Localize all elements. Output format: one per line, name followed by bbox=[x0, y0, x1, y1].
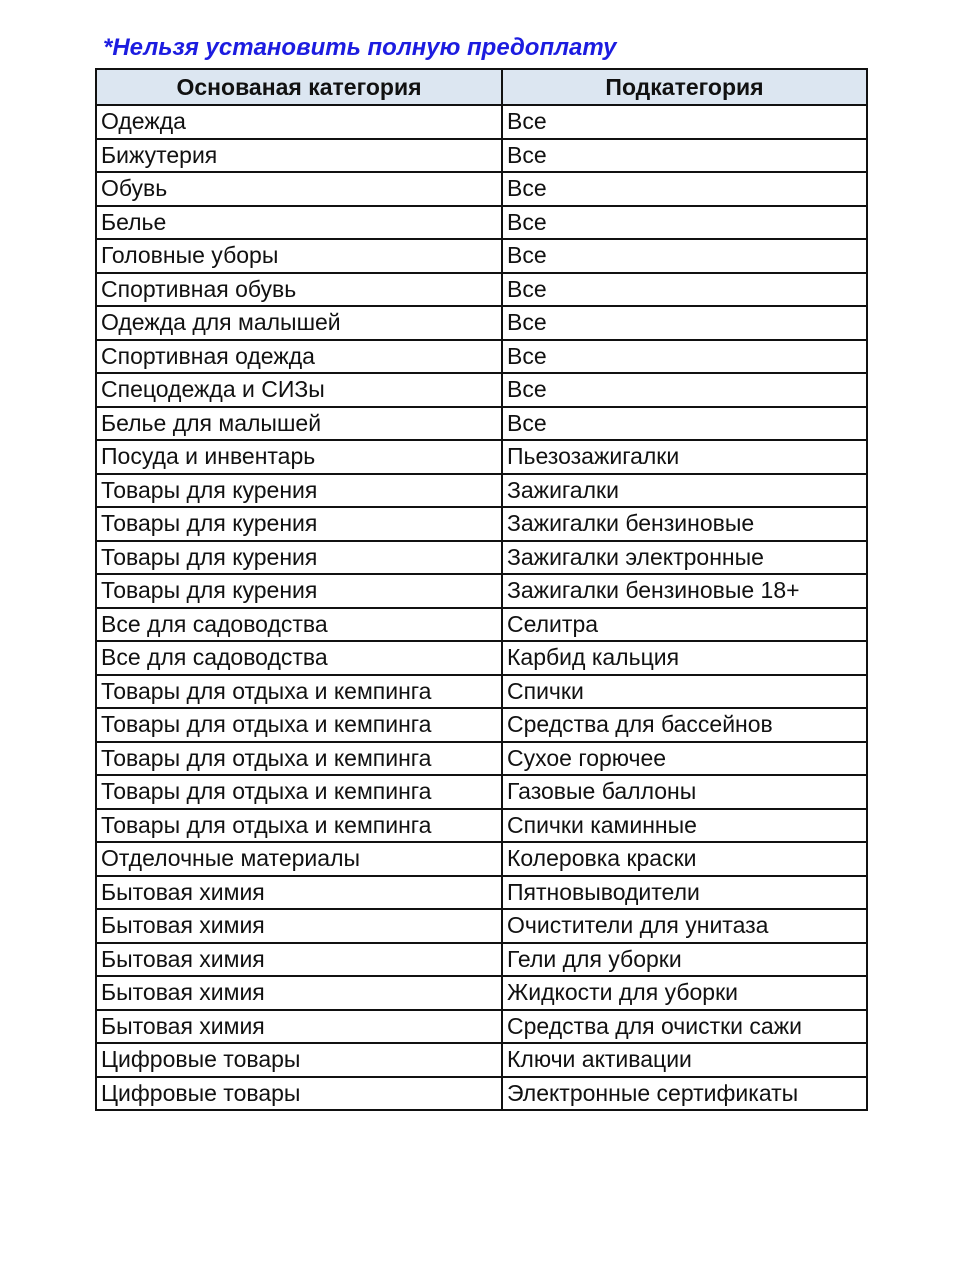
main-category-cell: Бытовая химия bbox=[96, 876, 502, 910]
main-category-cell: Спортивная одежда bbox=[96, 340, 502, 374]
subcategory-cell: Все bbox=[502, 373, 867, 407]
subcategory-cell: Пьезозажигалки bbox=[502, 440, 867, 474]
subcategory-cell: Все bbox=[502, 340, 867, 374]
table-row bbox=[96, 775, 867, 809]
prepayment-note: *Нельзя установить полную предоплату bbox=[103, 34, 617, 61]
subcategory-cell: Очистители для унитаза bbox=[502, 909, 867, 943]
table-row bbox=[96, 1077, 867, 1111]
subcategory-cell: Зажигалки bbox=[502, 474, 867, 508]
table-row bbox=[96, 943, 867, 977]
main-category-cell: Бижутерия bbox=[96, 139, 502, 173]
main-category-cell: Бытовая химия bbox=[96, 943, 502, 977]
table-row bbox=[96, 675, 867, 709]
main-category-cell: Цифровые товары bbox=[96, 1077, 502, 1111]
header-subcategory: Подкатегория bbox=[502, 69, 867, 105]
subcategory-cell: Зажигалки бензиновые bbox=[502, 507, 867, 541]
table-row bbox=[96, 373, 867, 407]
subcategory-cell: Спички bbox=[502, 675, 867, 709]
table-row bbox=[96, 206, 867, 240]
main-category-cell: Товары для отдыха и кемпинга bbox=[96, 675, 502, 709]
subcategory-cell: Зажигалки электронные bbox=[502, 541, 867, 575]
subcategory-cell: Газовые баллоны bbox=[502, 775, 867, 809]
main-category-cell: Товары для отдыха и кемпинга bbox=[96, 742, 502, 776]
main-category-cell: Спецодежда и СИЗы bbox=[96, 373, 502, 407]
subcategory-cell: Колеровка краски bbox=[502, 842, 867, 876]
main-category-cell: Бытовая химия bbox=[96, 976, 502, 1010]
main-category-cell: Белье bbox=[96, 206, 502, 240]
subcategory-cell: Электронные сертификаты bbox=[502, 1077, 867, 1111]
main-category-cell: Головные уборы bbox=[96, 239, 502, 273]
table-row bbox=[96, 842, 867, 876]
table-row bbox=[96, 139, 867, 173]
subcategory-cell: Спички каминные bbox=[502, 809, 867, 843]
category-table bbox=[95, 68, 868, 1111]
table-row bbox=[96, 909, 867, 943]
subcategory-cell: Пятновыводители bbox=[502, 876, 867, 910]
table-row bbox=[96, 440, 867, 474]
table-row bbox=[96, 809, 867, 843]
subcategory-cell: Средства для бассейнов bbox=[502, 708, 867, 742]
main-category-cell: Все для садоводства bbox=[96, 641, 502, 675]
subcategory-cell: Карбид кальция bbox=[502, 641, 867, 675]
main-category-cell: Цифровые товары bbox=[96, 1043, 502, 1077]
table-row bbox=[96, 306, 867, 340]
main-category-cell: Обувь bbox=[96, 172, 502, 206]
subcategory-cell: Зажигалки бензиновые 18+ bbox=[502, 574, 867, 608]
subcategory-cell: Средства для очистки сажи bbox=[502, 1010, 867, 1044]
subcategory-cell: Все bbox=[502, 206, 867, 240]
subcategory-cell: Гели для уборки bbox=[502, 943, 867, 977]
main-category-cell: Посуда и инвентарь bbox=[96, 440, 502, 474]
table-row bbox=[96, 742, 867, 776]
main-category-cell: Бытовая химия bbox=[96, 909, 502, 943]
main-category-cell: Белье для малышей bbox=[96, 407, 502, 441]
table-row bbox=[96, 239, 867, 273]
main-category-cell: Одежда для малышей bbox=[96, 306, 502, 340]
subcategory-cell: Все bbox=[502, 407, 867, 441]
main-category-cell: Бытовая химия bbox=[96, 1010, 502, 1044]
main-category-cell: Все для садоводства bbox=[96, 608, 502, 642]
subcategory-cell: Жидкости для уборки bbox=[502, 976, 867, 1010]
table-row bbox=[96, 876, 867, 910]
table-row bbox=[96, 407, 867, 441]
table-row bbox=[96, 273, 867, 307]
table-row bbox=[96, 105, 867, 139]
table-row bbox=[96, 340, 867, 374]
header-main-category: Основаная категория bbox=[96, 69, 502, 105]
main-category-cell: Одежда bbox=[96, 105, 502, 139]
table-row bbox=[96, 574, 867, 608]
main-category-cell: Товары для курения bbox=[96, 507, 502, 541]
main-category-cell: Товары для курения bbox=[96, 541, 502, 575]
table-row bbox=[96, 708, 867, 742]
table-row bbox=[96, 976, 867, 1010]
table-row bbox=[96, 608, 867, 642]
header-row bbox=[96, 69, 867, 105]
main-category-cell: Товары для отдыха и кемпинга bbox=[96, 809, 502, 843]
subcategory-cell: Все bbox=[502, 306, 867, 340]
subcategory-cell: Все bbox=[502, 172, 867, 206]
table-row bbox=[96, 474, 867, 508]
main-category-cell: Товары для отдыха и кемпинга bbox=[96, 775, 502, 809]
subcategory-cell: Селитра bbox=[502, 608, 867, 642]
table-row bbox=[96, 1043, 867, 1077]
main-category-cell: Товары для отдыха и кемпинга bbox=[96, 708, 502, 742]
subcategory-cell: Все bbox=[502, 239, 867, 273]
main-category-cell: Товары для курения bbox=[96, 474, 502, 508]
subcategory-cell: Все bbox=[502, 139, 867, 173]
subcategory-cell: Все bbox=[502, 105, 867, 139]
table-body bbox=[96, 105, 867, 1110]
table-row bbox=[96, 541, 867, 575]
table-row bbox=[96, 172, 867, 206]
subcategory-cell: Все bbox=[502, 273, 867, 307]
subcategory-cell: Ключи активации bbox=[502, 1043, 867, 1077]
main-category-cell: Отделочные материалы bbox=[96, 842, 502, 876]
subcategory-cell: Сухое горючее bbox=[502, 742, 867, 776]
table-row bbox=[96, 507, 867, 541]
table-row bbox=[96, 641, 867, 675]
table-row bbox=[96, 1010, 867, 1044]
main-category-cell: Товары для курения bbox=[96, 574, 502, 608]
main-category-cell: Спортивная обувь bbox=[96, 273, 502, 307]
